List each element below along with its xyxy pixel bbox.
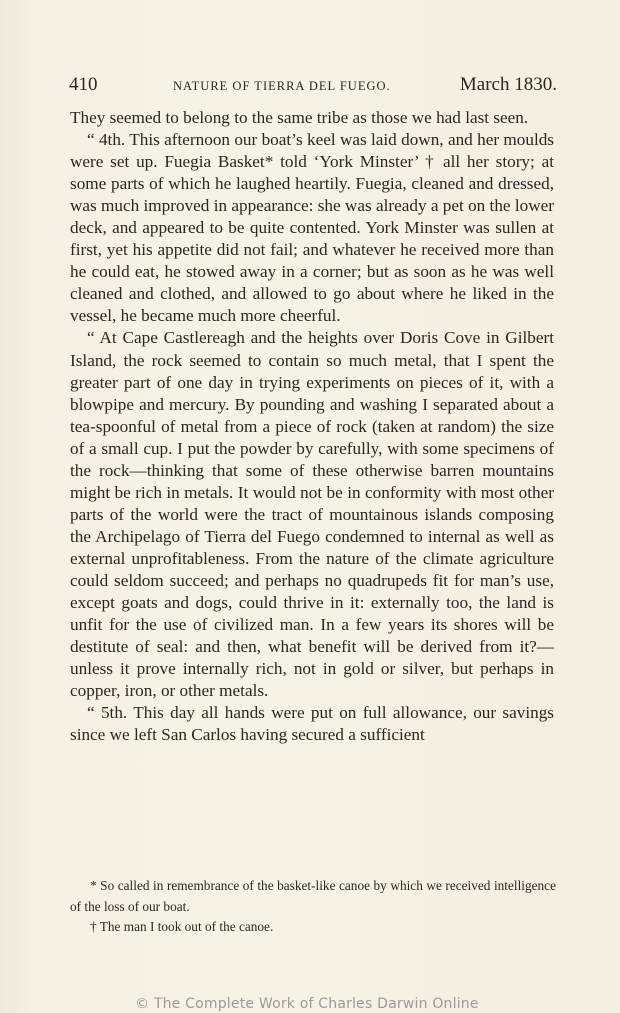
- body-text: [70, 107, 554, 746]
- running-title: NATURE OF TIERRA DEL FUEGO.: [173, 79, 391, 93]
- header-date: March 1830.: [459, 74, 557, 95]
- paragraph-4th: “ 4th. This afternoon our boat’s keel was laid down, and her moulds were set up. Fuegia Basket* told ‘York Minster’ † all her story; at some parts of which he laughed heartily. Fuegia, cleaned and dressed, was much improved in appearance: she was already a pet on the lower deck, and appeared to be quite contented. York Minster was sullen at first, yet his appetite did not fail; and whatever he received more than he could eat, he stowed away in a corner; but as soon as he was well cleaned and clothed, and allowed to go about where he liked in the vessel, he became much more cheerful.: [70, 130, 554, 326]
- footnotes: [70, 876, 556, 938]
- copyright-watermark: © The Complete Work of Charles Darwin Online: [135, 996, 479, 1012]
- paragraph-continuation: They seemed to belong to the same tribe as those we had last seen.: [70, 108, 529, 127]
- page-header: [69, 72, 557, 98]
- paragraph-5th: “ 5th. This day all hands were put on full allowance, our savings since we left San Carlos having secured a sufficient: [70, 703, 554, 745]
- footnote-man: † The man I took out of the canoe.: [90, 919, 274, 934]
- page-number: 410: [69, 74, 98, 95]
- paragraph-cape-castlereagh: “ At Cape Castlereagh and the heights over Doris Cove in Gilbert Island, the rock seemed to contain so much metal, that I spent the greater part of one day in trying experiments on pieces of it, with a blowpipe and mercury. By pounding and washing I separated about a tea-spoonful of metal from a piece of rock (taken at random) the size of a small cup. I put the powder by carefully, with some specimens of the rock—thinking that some of these otherwise barren mountains might be rich in metals. It would not be in conformity with most other parts of the world were the tract of mountainous islands composing the Archipelago of Tierra del Fuego condemned to internal as well as external unprofitableness. From the nature of the climate agriculture could seldom succeed; and perhaps no quadrupeds fit for man’s use, except goats and dogs, could thrive in it: externally too, the land is unfit for the use of civilized man. In a few years its shores will be destitute of seal: and then, what benefit will be derived from it?—unless it prove internally rich, not in gold or silver, but perhaps in copper, iron, or other metals.: [70, 328, 554, 701]
- footnote-basket: * So called in remembrance of the basket-like canoe by which we received intelligence of the loss of our boat.: [70, 878, 556, 914]
